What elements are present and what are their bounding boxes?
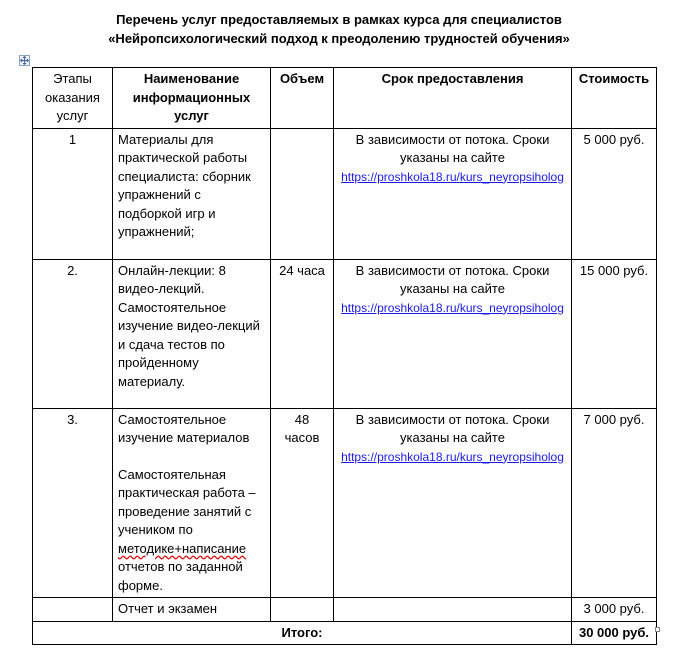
row-3-name-part-2	[118, 466, 265, 596]
table-header-row	[33, 68, 657, 129]
row-2-name: Онлайн-лекции: 8 видео-лекций. Самостоятельное изучение видео-лекций и сдача тестов по пройденному материалу.	[113, 259, 271, 408]
row-4-name: Отчет и экзамен	[113, 598, 271, 622]
row-3-name-part-2b: отчетов по заданной форме.	[118, 559, 243, 593]
table-row	[33, 408, 657, 598]
row-3-course-link[interactable]: https://proshkola18.ru/kurs_neyropsiholog	[341, 449, 564, 464]
row-2-stage: 2.	[33, 259, 113, 408]
row-1-term	[334, 128, 572, 259]
row-1-term-text: В зависимости от потока. Сроки указаны на сайте	[355, 131, 550, 165]
row-3-cost: 7 000 руб.	[572, 408, 657, 598]
row-2-volume: 24 часа	[271, 259, 334, 408]
row-2-cost: 15 000 руб.	[572, 259, 657, 408]
row-1-cost: 5 000 руб.	[572, 128, 657, 259]
row-3-term-text: В зависимости от потока. Сроки указаны на сайте	[355, 411, 550, 445]
row-4-stage	[33, 598, 113, 622]
title-line-2: «Нейропсихологический подход к преодолению трудностей обучения»	[108, 31, 570, 46]
total-value: 30 000 руб.	[572, 621, 657, 645]
row-3-spellcheck-word: методике+написание	[118, 540, 247, 556]
row-3-name-part-1: Самостоятельное изучение материалов	[118, 411, 250, 445]
header-volume: Объем	[271, 68, 334, 129]
row-1-volume	[271, 128, 334, 259]
row-4-term	[334, 598, 572, 622]
row-3-volume: 48 часов	[271, 408, 334, 598]
row-3-name	[113, 408, 271, 598]
title-line-1: Перечень услуг предоставляемых в рамках курса для специалистов	[116, 12, 562, 27]
header-stage: Этапы оказания услуг	[33, 68, 113, 129]
row-3-term	[334, 408, 572, 598]
row-4-cost: 3 000 руб.	[572, 598, 657, 622]
table-row	[33, 598, 657, 622]
document-title	[0, 10, 678, 48]
row-2-course-link[interactable]: https://proshkola18.ru/kurs_neyropsiholog	[341, 300, 564, 315]
header-name: Наименование информационных услуг	[113, 68, 271, 129]
services-table	[32, 67, 657, 645]
row-1-course-link[interactable]: https://proshkola18.ru/kurs_neyropsiholog	[341, 169, 564, 184]
row-1-stage: 1	[33, 128, 113, 259]
table-row	[33, 128, 657, 259]
header-cost: Стоимость	[572, 68, 657, 129]
row-2-term	[334, 259, 572, 408]
table-move-handle-icon[interactable]	[19, 55, 30, 66]
row-4-volume	[271, 598, 334, 622]
table-total-row	[33, 621, 657, 645]
row-3-stage: 3.	[33, 408, 113, 598]
table-row	[33, 259, 657, 408]
total-label: Итого:	[33, 621, 572, 645]
table-resize-handle[interactable]	[655, 627, 660, 632]
row-1-name: Материалы для практической работы специалиста: сборник упражнений с подборкой игр и упражнений;	[113, 128, 271, 259]
header-term: Срок предоставления	[334, 68, 572, 129]
row-2-term-text: В зависимости от потока. Сроки указаны на сайте	[355, 262, 550, 296]
row-3-name-part-2a: Самостоятельная практическая работа – проведение занятий с учеником по	[118, 466, 256, 537]
